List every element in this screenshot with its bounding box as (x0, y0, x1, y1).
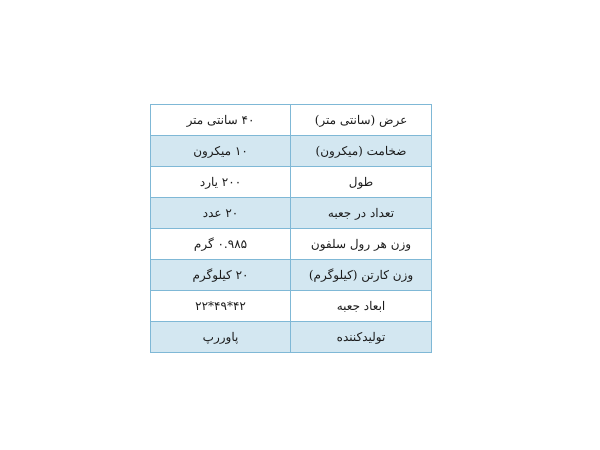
spec-label-roll-weight: وزن هر رول سلفون (291, 229, 432, 260)
spec-label-width: عرض (سانتی متر) (291, 105, 432, 136)
spec-label-quantity-per-box: تعداد در جعبه (291, 198, 432, 229)
spec-label-length: طول (291, 167, 432, 198)
spec-value-quantity-per-box: ۲۰ عدد (151, 198, 291, 229)
spec-label-manufacturer: تولیدکننده (291, 322, 432, 353)
spec-label-carton-weight: وزن کارتن (کیلوگرم) (291, 260, 432, 291)
table-row (151, 198, 432, 229)
spec-value-manufacturer: پاوررپ (151, 322, 291, 353)
spec-value-length: ۲۰۰ یارد (151, 167, 291, 198)
spec-value-width: ۴۰ سانتی متر (151, 105, 291, 136)
table-row (151, 136, 432, 167)
table-row (151, 229, 432, 260)
table-row (151, 322, 432, 353)
table-row (151, 105, 432, 136)
table-row (151, 167, 432, 198)
spec-value-carton-weight: ۲۰ کیلوگرم (151, 260, 291, 291)
spec-value-roll-weight: ۰.۹۸۵ گرم (151, 229, 291, 260)
spec-label-thickness: ضخامت (میکرون) (291, 136, 432, 167)
spec-value-box-dimensions: ۴۲*۴۹*۲۲ (151, 291, 291, 322)
spec-value-thickness: ۱۰ میکرون (151, 136, 291, 167)
table-row (151, 291, 432, 322)
product-spec-table (150, 104, 432, 353)
table-row (151, 260, 432, 291)
spec-label-box-dimensions: ابعاد جعبه (291, 291, 432, 322)
